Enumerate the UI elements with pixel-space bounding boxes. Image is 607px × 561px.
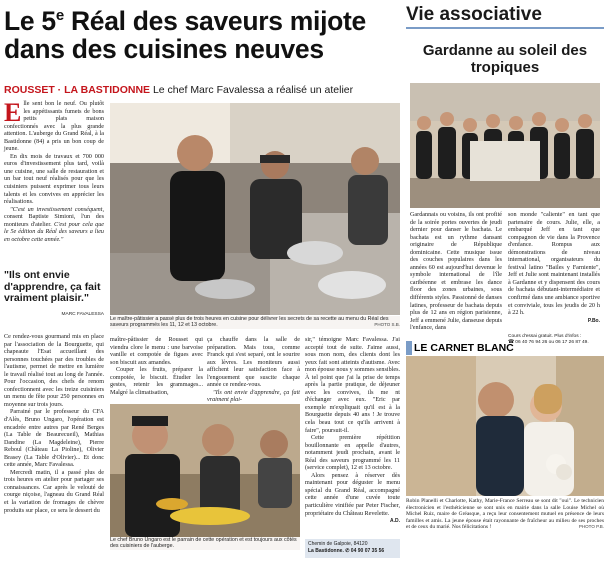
article-column-4: sir," témoigne Marc Favalessa. J'ai accepté tout de suite. J'aime aussi, sous mon nom, des clients dont les yeux fait sont atteints d'autisme. Avec mon épouse nous y sommes sensibles. À tel point que j'ai la prise de temps après la partie pratique, de déjeuner avec les convives, ils me nt d'échanger avec eux. "Eric par exemple m'expliquait qu'il est à la Bourguette depuis 40 ans ! Je trouve cela beau tout ce qu'ils arrivent à faire", poursuit-il. Cette première répétition bouillonnante en appelle d'autres, notamment jeudi prochain, avant le Réal des saveurs programmé les 11 (service complet), 12 et 13 octobre. Alors pensez à réserver dès maintenant pour déguster le menu spécial du Grand Réal, accompagné cette année d'une cuvée toute particulière vinifiée par Peter Fischer, propriétaire du Château Revelette. A.D. xyxy=(305,337,400,525)
dance-photo-image xyxy=(410,83,600,208)
info-box-address: Chemin de Galpoie, 84120 xyxy=(308,541,368,547)
associative-column-2: son monde "caliente" en tant que partenaire de cours. Julie, elle, a embarqué Jeff en tant que compagnon de vie dans la Provence d'enfance. Rompus aux démonstrations de niveau international, organisateurs du festival latino "Bailes y Farniente", Jeff et Julie sont maintenant installés à Gardanne et y dispensent des cours de bachata débutant-intermédiaire et confirmé dans une ambiance sportive et conviviale, tous les jeudis de 20 h à 22 h. P.Bo. xyxy=(508,212,600,324)
carnet-header xyxy=(406,341,604,355)
article-column-1b: Ce rendez-vous gourmand mis en place par l'association de la Bourguette, qui chapeaute l'Esat accueillant des personnes touchées par des troubles de l'autisme, permet de mettre en lumière le travail réalisé tout au long de l'année. Pour l'occasion, des chefs de renom confectionnent avec les treize cuisiniers un menu de fête pour 250 personnes en moyenne sur trois jours. Parrainé par le professeur du CFA d'Alès, Bruno Ungaro, l'opération est encadrée entre autres par René Berges (La Table de Beaurecueil), Mathias Dandine (La Magdeleine), Pierre Reboul (Château La Pioline), Olivier Brasey (La Table d'Olivier)... Et donc cette année, Marc Favalessa. Mercredi matin, il a passé plus de trois heures en atelier pour partager ses connaissances. Car après le velouté de courge niçoise, l'agneau du Grand Réal et la variation de fromages de chèvre produits sur place, ce sera le dessert du xyxy=(4,334,104,514)
article-kicker xyxy=(4,84,400,96)
kitchen-photo xyxy=(110,103,400,315)
section-divider xyxy=(406,27,604,29)
section-label-associative: Vie associative xyxy=(406,4,542,25)
pull-quote: "Ils ont envie d'apprendre, ça fait vraiment plaisir." xyxy=(4,269,101,304)
kicker-place: ROUSSET · LA BASTIDONNE xyxy=(4,84,151,96)
wedding-photo xyxy=(406,356,604,496)
wedding-photo-image xyxy=(406,356,604,496)
carnet-header-marker xyxy=(406,341,412,355)
associative-column-1: Gardannais ou voisins, ils ont profité de la soirée portes ouvertes de jeudi dernier pour danser le bachata. Le bachata est un rythme dansant originaire de République dominicaine. Cette musique issue des couches populaires dans les années 60 est aujourd'hui devenue le symbole international de l'île caribéenne et embrase les dance floor des zones urbaines, sous différents styles. Passionné de danses latines, professeur de bachata depuis plus de 12 ans en région parisienne, Jeff a emmené Julie, danseuse depuis l'enfance, dans xyxy=(410,212,502,332)
associative-signature: P.Bo. xyxy=(587,317,600,324)
info-box-phone: La Bastidonne. ✆ 04 90 07 35 56 xyxy=(308,547,385,554)
drop-cap: E xyxy=(4,98,22,127)
wedding-caption: Robin Planelli et Charlotte, Kathy, Marie-France Serreau se sont dit "oui". Le technicien électronicien et l'esthéticienne se sont unis en mairie dans la salle Louise Michel où Michel Ruiz, maire de Gréasque, a reçu leur consentement mutuel en présence de leurs familles et amis. La jeune épouse était rayonnante de fraîcheur au milieu de ses proches et de ceux du marié. Nos félicitations ! PHOTO P.B. xyxy=(406,498,604,531)
pull-quote-attribution: MARC FAVALESSA xyxy=(61,311,104,317)
associative-title: Gardanne au soleil des tropiques xyxy=(422,42,588,76)
associative-info: Cours d'essai gratuit. Plus d'infos : ☎ 06 40 76 94 26 ou 06 17 26 87 49. xyxy=(508,334,589,345)
chef-photo xyxy=(110,404,300,537)
kitchen-photo-credit: PHOTO S.B. xyxy=(374,322,400,328)
article-headline: Le 5e Réal des saveurs mijote dans des cuisines neuves xyxy=(4,5,366,64)
chef-photo-caption: Le chef Bruno Ungaro est le parrain de cette opération et est toujours aux côtés des cuisiniers de l'auberge. xyxy=(110,537,300,550)
kitchen-photo-image xyxy=(110,103,400,315)
kicker-text: Le chef Marc Favalessa a réalisé un atelier xyxy=(152,84,354,96)
carnet-label: LE CARNET BLANC xyxy=(414,342,514,354)
article-column-2: maître-pâtissier de Rousset qui viendra clore le menu : une barvoise vanille et compotée de figues avec son biscuit aux amandes. Couper les fruits, préparer la compotée, le biscuit. Étudier les gestes, retenir les grammages... Malgré la climatisation, xyxy=(110,337,203,396)
article-signature: A.D. xyxy=(390,518,400,525)
chef-photo-image xyxy=(110,404,300,537)
article-column-1: Elle sent bon le neuf. Ou plutôt les appétissants fumets de bons petits plats maison confectionnés avec la plus grande attention. L'auberge du Grand Réal, à la Bastidonne (84) a pris un bon coup de jeune. En dix mois de travaux et 700 000 euros d'investissement plus tard, voilà une cuisine, une salle de restauration et un bar tout neuf réalisés pour que les cuisiniers puissent exprimer tous leurs talents et les convives en apprécier les réalisations. "C'est un investissement conséquent, consent Baptiste Simioni, l'un des moniteurs d'atelier. C'est pour cela que le 5e édition du Réal des saveurs a lieu en octobre cette année." xyxy=(4,98,104,243)
wedding-photo-credit: PHOTO P.B. xyxy=(578,524,604,530)
info-box xyxy=(305,539,400,558)
dance-photo xyxy=(410,83,600,208)
article-column-3: ça chauffe dans la salle de préparation. Mais tous, comme Franck qui s'est separé, ont le sourire aux lèvres. Les moniteurs aussi affichent leur satisfaction face à l'engouement que suscite chaque année ce rendez-vous. "Ils ont envie d'apprendre, ça fait vraiment plai- xyxy=(207,337,300,404)
pull-quote-box xyxy=(4,270,104,317)
kitchen-photo-caption: Le maître-pâtissier a passé plus de trois heures en cuisine pour délivrer les secrets de sa recette au menu du Réal des saveurs programmés les 11, 12 et 13 octobre. PHOTO S.B. xyxy=(110,316,400,329)
